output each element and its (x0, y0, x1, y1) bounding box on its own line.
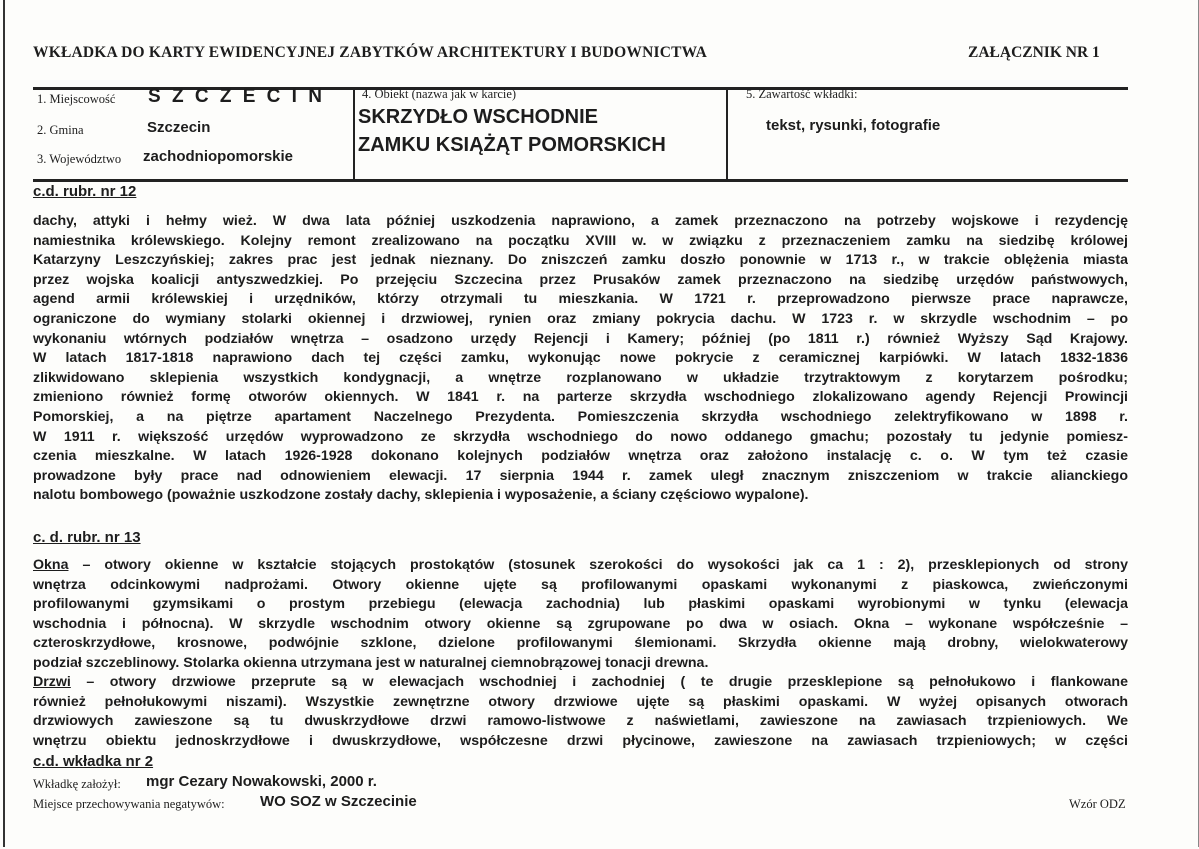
section-12-heading: c.d. rubr. nr 12 (33, 183, 137, 200)
voivodeship-label: 3. Województwo (37, 152, 122, 166)
text-line: profilowanymi gzymsikami o prostym przebiegu (elewacja zachodnia) lub płaskimi opaskami wyrobionymi w tynku (elewacja (33, 596, 1128, 612)
text-line: również pełnołukowymi niszami). Wszystkie zewnętrzne otwory drzwiowe ujęte są płaskimi opaskami. W wyżej opisanych otworach (33, 693, 1128, 710)
text-line: dachy, attyki i hełmy wież. W dwa lata później uszkodzenia naprawiono, a zamek przeznaczono na potrzeby wojskowe i rezydencję (33, 213, 1128, 229)
text-line: namiestnika królewskiego. Kolejny remont zrealizowano na początku XVIII w. w związku z przeznaczeniem zamku na siedzibę królowej (33, 232, 1128, 249)
text-line: wnętrza odcinkowymi nadprożami. Otwory okienne ujęte są profilowanymi opaskami wykonanymi z piaskowca, zwieńczonymi (33, 576, 1128, 593)
locality-value: S Z C Z E C I N (148, 86, 325, 107)
text-line: przez wojska koalicji antyszwedzkiej. Po przejęciu Szczecina przez Prusaków zamek przeznaczono na siedzibę urzędów państwowych, (33, 271, 1128, 288)
text-line: prowadzone były prace nad odnowieniem elewacji. 17 sierpnia 1944 r. zamek uległ znacznym zniszczeniom w trakcie alianckiego (33, 467, 1128, 484)
text-line: Katarzyny Leszczyńskiej; zakres prac jest jednak nieznany. Do zniszczeń zamku doszło ponownie w 1713 r., w trakcie oblężenia miasta (33, 252, 1128, 269)
drzwi-label: Drzwi (33, 674, 71, 690)
okna-label: Okna (33, 557, 69, 573)
text-line: zlikwidowano sklepienia wszystkich kondygnacji, a wnętrze rozplanowano w układzie trzytraktowym z korytarzem pośrodku; (33, 369, 1128, 386)
negatives-location-value: WO SOZ w Szczecinie (260, 793, 417, 810)
column-divider (353, 88, 355, 180)
section-13-text (33, 556, 1128, 751)
text-line: czteroskrzydłowe, krosnowe, podwójnie szklone, dzielone profilowanymi ślemionami. Skrzydła okienne mają drobny, wielokwaterowy (33, 635, 1128, 651)
text-run: – otwory okienne w kształcie stojących prostokątów (stosunek szerokości do wysokości jak ca 1 : 2), przesklepionych od strony (68, 557, 1128, 573)
text-line: Pomorskiej, a na piętrze apartament Naczelnego Prezydenta. Pomieszczenia skrzydła wschodniego zelektryfikowano w 1898 r. (33, 408, 1128, 425)
commune-value: Szczecin (147, 119, 211, 136)
text-line: wykonaniu wtórnych podziałów wnętrza – osadzono urzędy Rejencji i Kamery; później (po 1811 r.) również Wyższy Sąd Krajowy. (33, 330, 1128, 347)
okna-first-line (33, 556, 1128, 576)
object-name-line2: ZAMKU KSIĄŻĄT POMORSKICH (358, 134, 666, 156)
object-label: 4. Obiekt (nazwa jak w karcie) (362, 87, 517, 101)
section-12-text (33, 212, 1128, 506)
author-label: Wkładkę założył: (33, 777, 121, 791)
contents-value: tekst, rysunki, fotografie (766, 117, 941, 134)
continued-on-insert-2: c.d. wkładka nr 2 (33, 753, 154, 770)
object-name-line1: SKRZYDŁO WSCHODNIE (358, 106, 598, 128)
negatives-location-label: Miejsce przechowywania negatywów: (33, 797, 225, 811)
header-bottom-rule (33, 179, 1128, 182)
document-title: WKŁADKA DO KARTY EWIDENCYJNEJ ZABYTKÓW ARCHITEKTURY I BUDOWNICTWA (33, 44, 708, 61)
text-line: agend armii królewskiej i urzędników, którzy otrzymali tu mieszkania. W 1721 r. przeprowadzono pierwsze prace naprawcze, (33, 291, 1128, 308)
contents-label: 5. Zawartość wkładki: (746, 87, 858, 101)
text-line: nalotu bombowego (poważnie uszkodzone zostały dachy, sklepienia i wyposażenie, a ściany częściowo wypalone). (33, 487, 809, 504)
text-line: zmieniono również formę otworów okiennych. W 1841 r. na parterze skrzydła wschodniego zlokalizowano agendy Rejencji Prowincji (33, 389, 1128, 406)
text-line: ograniczone do wymiany stolarki okiennej i drzwiowej, rynien oraz zmiany pokrycia dachu. W 1723 r. w skrzydle wschodnim – po (33, 310, 1128, 327)
template-label: Wzór ODZ (1069, 797, 1126, 811)
text-run: – otwory drzwiowe przeprute są w elewacjach wschodniej i zachodniej ( te drugie przesklepione są pełnołukowo i flankowane (70, 674, 1128, 690)
text-line: czenia mieszkalne. W latach 1926-1928 dokonano kolejnych podziałów wnętrza oraz założono instalację c. o. W tym też czasie (33, 448, 1128, 465)
column-divider (726, 88, 728, 180)
locality-label: 1. Miejscowość (37, 92, 116, 106)
annex-number: ZAŁĄCZNIK NR 1 (968, 44, 1100, 61)
text-line: wschodnia i północna). W skrzydle wschodnim otwory okienne są zgrupowane po dwa w osiach. Okna – wykonane współcześnie – (33, 615, 1128, 632)
drzwi-first-line (33, 673, 1128, 693)
text-line: W 1911 r. większość urzędów wyprowadzono ze skrzydła wschodniego do nowo oddanego gmachu; pozostały tu jedynie pomiesz- (33, 428, 1128, 445)
text-line: drzwiowych zawieszone są tu dwuskrzydłowe drzwi ramowo-listwowe z naświetlami, zawieszone na zawiasach trzpieniowych. We (33, 713, 1128, 729)
text-line: W latach 1817-1818 naprawiono dach tej części zamku, wykonując nowe pokrycie z ceramicznej karpiówki. W latach 1832-1836 (33, 350, 1128, 367)
text-line: podział szczeblinowy. Stolarka okienna utrzymana jest w naturalnej ciemnobrązowej tonacji drewna. (33, 654, 709, 671)
section-13-heading: c. d. rubr. nr 13 (33, 529, 141, 546)
text-line: wnętrzu obiektu jednoskrzydłowe i dwuskrzydłowe, współczesne drzwi płycinowe, zawieszone na zawiasach trzpieniowych; w części (33, 732, 1128, 749)
commune-label: 2. Gmina (37, 123, 84, 137)
author-value: mgr Cezary Nowakowski, 2000 r. (146, 773, 377, 790)
voivodeship-value: zachodniopomorskie (143, 148, 294, 165)
